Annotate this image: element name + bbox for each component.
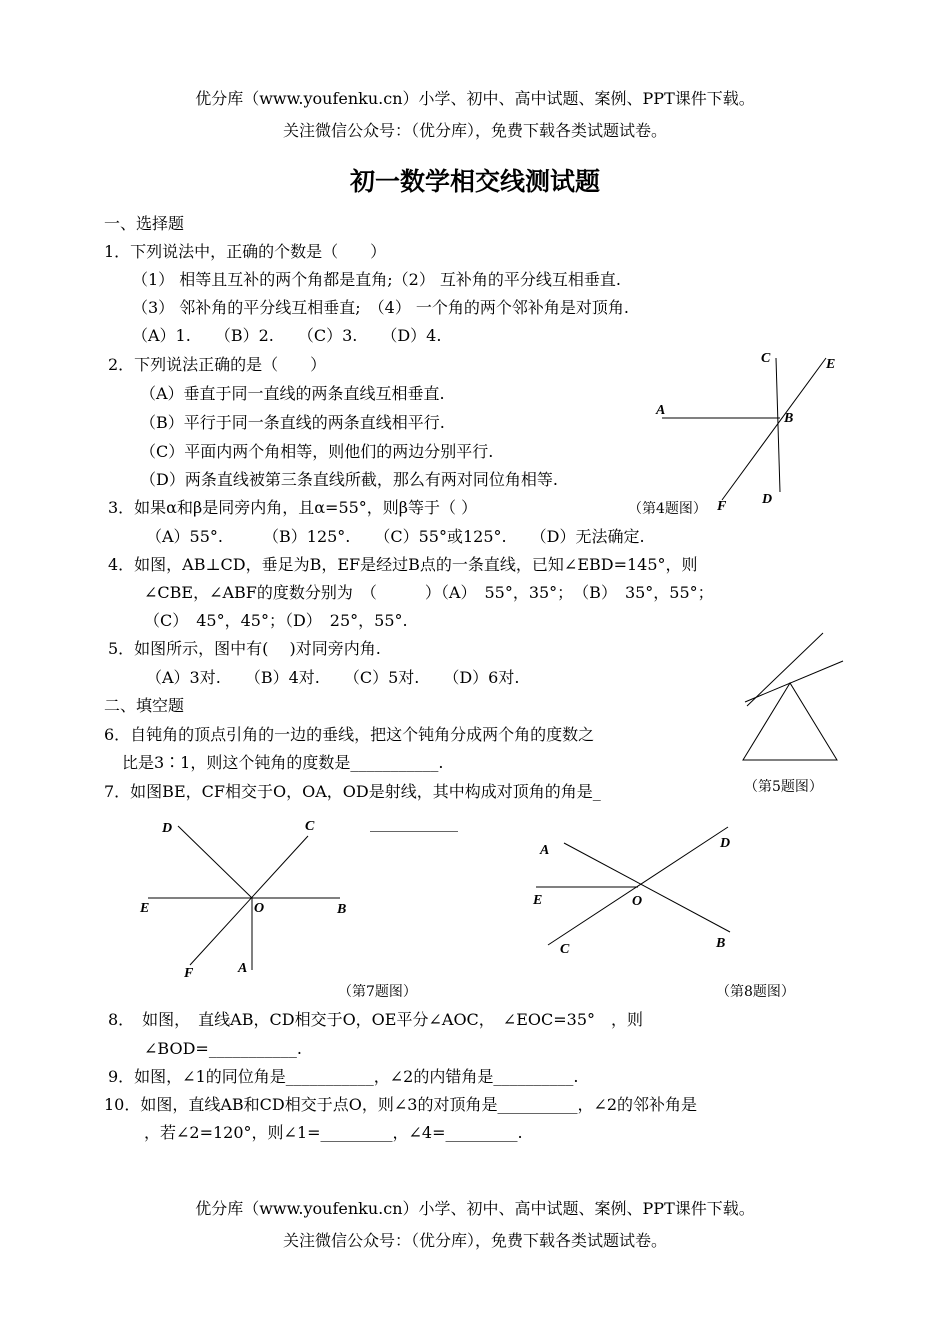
question-10-line-1: 10．如图，直线AB和CD相交于点O，则∠3的对顶角是__________，∠2的邻补角是: [104, 1095, 698, 1114]
fig7-label-a: A: [238, 961, 248, 976]
question-7-line-2: ___________: [370, 813, 458, 832]
fig7-label-c: C: [305, 819, 315, 834]
question-2-option-a: （A）垂直于同一直线的两条直线互相垂直.: [140, 384, 445, 403]
question-4-line-1: 4．如图，AB⊥CD，垂足为B，EF是经过B点的一条直线，已知∠EBD=145°，则: [108, 555, 698, 574]
fig8-label-b: B: [716, 936, 726, 951]
header-line-1: 优分库（www.youfenku.cn）小学、初中、高中试题、案例、PPT课件下载。: [195, 89, 755, 108]
fig4-line-ef: [722, 358, 826, 500]
footer-line-1: 优分库（www.youfenku.cn）小学、初中、高中试题、案例、PPT课件下载。: [195, 1199, 755, 1218]
question-3-stem: 3．如果α和β是同旁内角，且α=55°，则β等于（ ）: [108, 498, 478, 517]
question-2-option-b: （B）平行于同一条直线的两条直线相平行.: [140, 413, 445, 432]
fig4-label-e: E: [826, 357, 836, 372]
question-7-line-1: 7．如图BE，CF相交于O，OA，OD是射线，其中构成对顶角的角是_: [104, 782, 601, 801]
fig5-triangle: [743, 683, 837, 760]
question-5-options: （A）3对. （B）4对. （C）5对. （D）6对.: [146, 668, 520, 687]
figure-7: [130, 810, 370, 985]
fig8-label-e: E: [533, 893, 543, 908]
question-1-line-1: （1） 相等且互补的两个角都是直角;（2） 互补角的平分线互相垂直.: [132, 270, 622, 289]
fig8-label-c: C: [560, 942, 570, 957]
fig5-line-1: [747, 633, 823, 706]
fig8-label-o: O: [632, 894, 643, 909]
figure-4: [640, 340, 860, 520]
page-title: 初一数学相交线测试题: [349, 167, 600, 196]
fig4-label-a: A: [656, 403, 666, 418]
question-10-line-2: ，若∠2=120°，则∠1=_________，∠4=_________.: [144, 1123, 523, 1142]
question-5-stem: 5．如图所示，图中有( )对同旁内角.: [108, 639, 381, 658]
question-4-line-2: ∠CBE，∠ABF的度数分别为 （ ）（A） 55°，35°； （B） 35°，55°；: [144, 583, 714, 602]
question-4-line-3: （C） 45°，45°；（D） 25°，55°.: [144, 611, 408, 630]
fig5-line-2: [745, 661, 843, 702]
fig4-label-c: C: [761, 351, 771, 366]
header-line-2: 关注微信公众号：（优分库），免费下载各类试题试卷。: [282, 121, 667, 140]
question-1-line-2: （3） 邻补角的平分线互相垂直; （4） 一个角的两个邻补角是对顶角.: [132, 298, 630, 317]
question-8-line-2: ∠BOD=___________.: [144, 1039, 302, 1058]
figure-8-caption: （第8题图）: [716, 984, 795, 1000]
fig4-label-f: F: [717, 499, 727, 514]
question-1-stem: 1．下列说法中，正确的个数是（ ）: [104, 242, 387, 261]
fig7-label-e: E: [140, 901, 150, 916]
section-heading-choice: 一、选择题: [104, 214, 185, 233]
fig8-label-a: A: [540, 843, 550, 858]
figure-4-caption: （第4题图）: [628, 501, 707, 517]
fig7-label-o: O: [254, 901, 265, 916]
fig7-ray-od: [178, 826, 252, 898]
question-8-line-1: 8． 如图， 直线AB，CD相交于O，OE平分∠AOC， ∠EOC=35° ，则: [108, 1010, 644, 1029]
question-9: 9．如图，∠1的同位角是___________，∠2的内错角是__________.: [108, 1067, 579, 1086]
figure-8: [528, 825, 758, 965]
fig4-label-d: D: [762, 492, 773, 507]
question-1-options: （A）1. （B）2. （C）3. （D）4.: [132, 326, 442, 345]
section-heading-fill: 二、填空题: [104, 696, 185, 715]
question-6-line-2: 比是3∶1，则这个钝角的度数是___________.: [122, 753, 444, 772]
figure-5: [735, 628, 855, 768]
question-6-line-1: 6．自钝角的顶点引角的一边的垂线，把这个钝角分成两个角的度数之: [104, 725, 595, 744]
fig4-label-b: B: [784, 411, 794, 426]
fig7-label-d: D: [162, 821, 173, 836]
question-3-options: （A）55°. （B）125°. （C）55°或125°. （D）无法确定.: [146, 527, 645, 546]
footer-line-2: 关注微信公众号：（优分库），免费下载各类试题试卷。: [282, 1231, 667, 1250]
fig7-label-f: F: [184, 966, 194, 981]
question-2-stem: 2．下列说法正确的是（ ）: [108, 355, 327, 374]
question-2-option-c: （C）平面内两个角相等，则他们的两边分别平行.: [140, 442, 494, 461]
fig8-line-cd: [548, 827, 731, 945]
fig8-label-d: D: [720, 836, 731, 851]
question-2-option-d: （D）两条直线被第三条直线所截，那么有两对同位角相等.: [140, 470, 558, 489]
fig7-label-b: B: [337, 902, 347, 917]
figure-5-caption: （第5题图）: [744, 779, 823, 795]
figure-7-caption: （第7题图）: [338, 984, 417, 1000]
